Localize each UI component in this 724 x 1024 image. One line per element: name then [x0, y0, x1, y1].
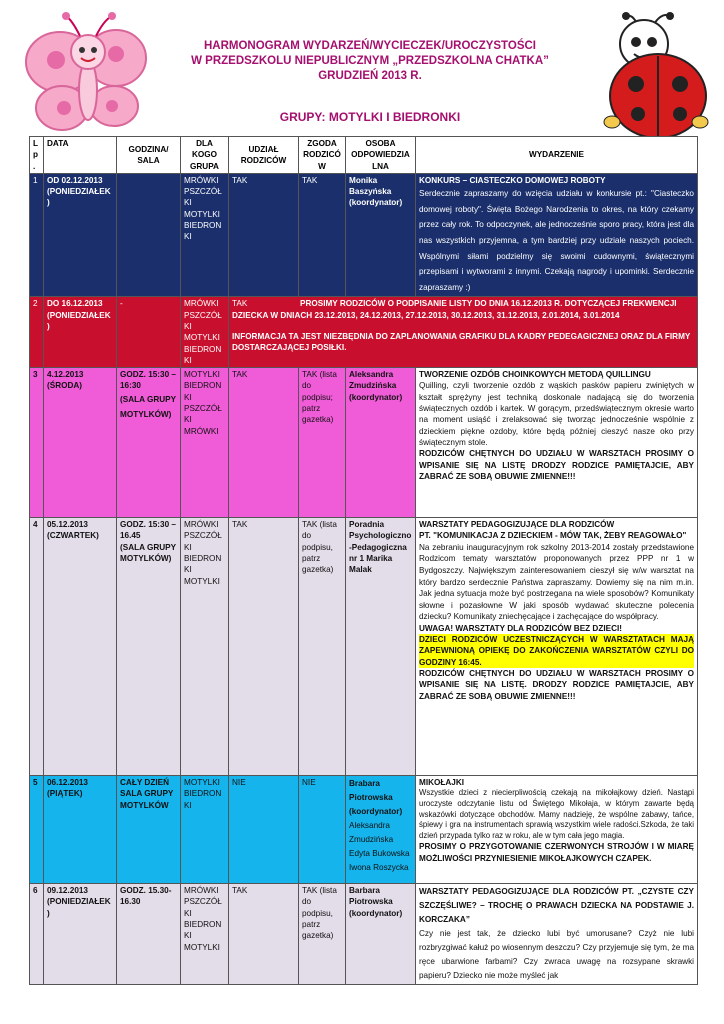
- event-description: Na zebraniu inauguracyjnym rok szkolny 2013-2014 zostały przedstawione Rodzicom tematy warsztatów proponowanych przez PPP nr 1 w Bydgoszczy. Największym zainteresowaniem cieszył się w/w warsztat na który bardzo serdecznie Państwa zapraszamy. Dowiemy się na nim m.in. Jak jedna sytuacja może być postrzegana na wiele sposobów? Komunikaty słowne i pozasłowne W jaki sposób wydawać skuteczne polecenia dziecku? Komunikaty zniechęcające i zachęcające do współpracy.: [419, 542, 694, 622]
- column-header-event: WYDARZENIE: [416, 137, 698, 174]
- event-note: RODZICÓW CHĘTNYCH DO UDZIAŁU W WARSZTACH PROSIMY O WPISANIE SIĘ NA LISTĘ DRODZY RODZICE PAMIĘTAJCIE, ABY ZABRAĆ ZE SOBĄ OBUWIE ZMIENNE!!!: [419, 449, 694, 481]
- groups-heading: GRUPY: MOTYLKI I BIEDRONKI: [279, 110, 461, 124]
- row-groups: MRÓWKI PSZCZÓŁKI BIEDRONKI MOTYLKI: [181, 884, 229, 985]
- column-header-group: DLA KOGO GRUPA: [181, 137, 229, 174]
- row-groups: MRÓWKI PSZCZÓŁKI MOTYLKI BIEDRONKI: [181, 297, 229, 368]
- time-room: (SALA GRUPY MOTYLKÓW): [120, 394, 176, 419]
- row-groups: MOTYLKI BIEDRONKI: [181, 776, 229, 884]
- row-number: 5: [30, 776, 44, 884]
- row-responsible: Monika Baszyńska (koordynator): [346, 173, 416, 296]
- time-value: GODZ. 15:30 – 16:30: [120, 370, 176, 391]
- table-row: [30, 297, 698, 368]
- document-title-line-2: W PRZEDSZKOLU NIEPUBLICZNYM „PRZEDSZKOLNA CHATKA”: [191, 55, 549, 67]
- event-note: RODZICÓW CHĘTNYCH DO UDZIAŁU W WARSZTACH PROSIMY O WPISANIE SIĘ NA LISTĘ. DRODZY RODZICE PAMIĘTAJCIE, ABY ZABRAĆ ZE SOBĄ OBUWIE ZMIENNE!!!: [419, 669, 694, 701]
- event-description: Wszystkie dzieci z niecierpliwością czekają na mikołajkowy dzień. Nastąpi uroczyste odczytanie listu od Świętego Mikołaja, w którym zawarte będą wskazówki dotyczące obchodów. Mamy nadzieję, że wspólne zabawy, tańce, śpiewy i gra na instrumentach sprawią wszystkim wiele radości.Szkoda, że taki dzień przypada tylko raz w roku, ale w tym cała jego magia.: [419, 788, 694, 840]
- event-title: MIKOŁAJKI: [419, 778, 465, 788]
- event-description: Czy nie jest tak, że dziecko lubi być umorusane? Czyż nie lubi rozbryzgiwać kałuż po wiosennym deszczu? Czy przyjemuje się tym, że ma ręce ubarwione farbami? Czy zwraca uwagę na rozsypane skrawki papieru? Dziecko nie może myśleć jak: [419, 929, 694, 981]
- row-time: -: [117, 297, 181, 368]
- row-number: 3: [30, 368, 44, 518]
- event-title: WARSZTATY PEDAGOGIZUJĄCE DLA RODZICÓW PT. „CZYSTE CZY SZCZĘŚLIWE? – TROCHĘ O PRAWACH DZIECKA NA PODSTAWIE J. KORCZAKA”: [419, 887, 694, 925]
- event-highlight: DZIECI RODZICÓW UCZESTNICZĄCYCH W WARSZTATACH MAJĄ ZAPEWNIONĄ OPIEKĘ DO ZAKOŃCZENIA WARSZTATÓW CZYLI DO GODZINY 16:45.: [419, 635, 694, 667]
- event-warning: UWAGA! WARSZTATY DLA RODZICÓW BEZ DZIECI!: [419, 623, 622, 633]
- event-title: TWORZENIE OZDÓB CHOINKOWYCH METODĄ QUILLINGU: [419, 370, 651, 380]
- row-time: GODZ. 15.30- 16.30: [117, 884, 181, 985]
- row-consent: TAK (lista do podpisu; patrz gazetka): [299, 368, 346, 518]
- notice-participation: TAK: [232, 299, 248, 309]
- row-event: [416, 518, 698, 776]
- column-header-date: DATA: [44, 137, 117, 174]
- row-time: CAŁY DZIEŃ SALA GRUPY MOTYLKÓW: [117, 776, 181, 884]
- ladybug-illustration: [592, 12, 714, 142]
- document-title-line-3: GRUDZIEŃ 2013 R.: [318, 70, 422, 82]
- row-participation: TAK: [229, 173, 299, 296]
- row-time: [117, 368, 181, 518]
- row-responsible: Aleksandra Zmudzińska (koordynator): [346, 368, 416, 518]
- row-date: 4.12.2013 (ŚRODA): [44, 368, 117, 518]
- event-title: KONKURS – CIASTECZKO DOMOWEJ ROBOTY: [419, 175, 606, 185]
- row-consent: TAK (lista do podpisu, patrz gazetka): [299, 884, 346, 985]
- row-groups: MRÓWKI PSZCZÓŁKI MOTYLKI BIEDRONKI: [181, 173, 229, 296]
- row-time: [117, 173, 181, 296]
- notice-list-signing: [232, 298, 694, 321]
- row-number: 6: [30, 884, 44, 985]
- table-row: [30, 368, 698, 518]
- row-groups: MOTYLKI BIEDRONKI PSZCZÓŁKI MRÓWKI: [181, 368, 229, 518]
- responsible-others: Aleksandra Zmudzińska Edyta Bukowska Iwona Roszycka: [349, 821, 410, 873]
- event-title: WARSZTATY PEDAGOGIZUJĄCE DLA RODZICÓW: [419, 520, 615, 530]
- column-header-parent-participation: UDZIAŁ RODZICÓW: [229, 137, 299, 174]
- row-date: 09.12.2013 (PONIEDZIAŁEK): [44, 884, 117, 985]
- row-consent: TAK: [299, 173, 346, 296]
- notice-info: INFORMACJA TA JEST NIEZBĘDNIA DO ZAPLANOWANIA GRAFIKU DLA KADRY PEDEGAGICZNEJ ORAZ DLA FIRMY DOSTARCZAJĄCEJ POSIŁKI.: [232, 331, 691, 353]
- row-responsible: [346, 776, 416, 884]
- row-merged-notice: [229, 297, 698, 368]
- event-note: PROSIMY O PRZYGOTOWANIE CZERWONYCH STROJÓW I W MIARĘ MOŻLIWOŚCI PRZYNIESIENIE MIKOŁAJKOWYCH CZAPEK.: [419, 842, 694, 863]
- responsible-coordinator: Brabara Piotrowska (koordynator): [349, 779, 403, 817]
- table-row: [30, 518, 698, 776]
- row-event: [416, 368, 698, 518]
- row-number: 2: [30, 297, 44, 368]
- time-value: GODZ. 15:30 – 16.45: [120, 520, 176, 541]
- row-participation: TAK: [229, 518, 299, 776]
- row-date: OD 02.12.2013 (PONIEDZIAŁEK): [44, 173, 117, 296]
- row-consent: TAK (lista do podpisu, patrz gazetka): [299, 518, 346, 776]
- notice-text: PROSIMY RODZICÓW O PODPISANIE LISTY DO DNIA 16.12.2013 R. DOTYCZĄCEJ FREKWENCJI DZIECKA W DNIACH 23.12.2013, 24.12.2013, 27.12.2013, 30.12.2013, 31.12.2013, 2.01.2014, 3.01.2014: [232, 299, 677, 320]
- table-row: [30, 776, 698, 884]
- row-participation: TAK: [229, 368, 299, 518]
- row-responsible: Poradnia Psychologiczno-Pedagogiczna nr 1 Marika Malak: [346, 518, 416, 776]
- table-header-row: [30, 137, 698, 174]
- row-date: 05.12.2013 (CZWARTEK): [44, 518, 117, 776]
- event-description: Quilling, czyli tworzenie ozdób z wąskich pasków papieru zwiniętych w kształt sprężyny jest techniką doskonale nadającą się do tworzenia świątecznych ozdób i kartek. W gorącym, przedświątecznym okresie warto na moment usiąść i zrelaksować się tworząc jednocześnie wspólnie z dzieckiem piękne ozdoby, które będą później cieszyć nasze oko przy świątecznym stole.: [419, 381, 694, 447]
- row-date: 06.12.2013 (PIĄTEK): [44, 776, 117, 884]
- row-event: [416, 776, 698, 884]
- row-participation: TAK: [229, 884, 299, 985]
- table-row: [30, 173, 698, 296]
- event-description: Serdecznie zapraszamy do wzięcia udziału w konkursie pt.: "Ciasteczko domowej roboty". Święta Bożego Narodzenia to okres, na który czekamy przez cały rok. To odpoczynek, ale jednocześnie sporo pracy, która jest dla nas wszystkich przyjemna, a tym bardziej przy udziale naszych pociech. Wspólnymi siłami podzielmy się swoimi cudownymi, świątecznymi przepisami i wytworami z innymi. Czekają nagrody i upominki. Serdecznie zapraszamy :): [419, 189, 694, 292]
- row-time: [117, 518, 181, 776]
- column-header-responsible: OSOBA ODPOWIEDZIALNA: [346, 137, 416, 174]
- table-row: [30, 884, 698, 985]
- row-responsible: Barbara Piotrowska (koordynator): [346, 884, 416, 985]
- event-subtitle: PT. "KOMUNIKACJA Z DZIECKIEM - MÓW TAK, ŻEBY REAGOWAŁO": [419, 531, 687, 541]
- row-number: 1: [30, 173, 44, 296]
- time-room: (SALA GRUPY MOTYLKÓW): [120, 542, 176, 564]
- row-groups: MRÓWKI PSZCZÓŁKI BIEDRONKI MOTYLKI: [181, 518, 229, 776]
- schedule-table: [29, 136, 698, 985]
- butterfly-illustration: [18, 10, 158, 145]
- row-event: [416, 884, 698, 985]
- row-date: DO 16.12.2013 (PONIEDZIAŁEK): [44, 297, 117, 368]
- column-header-parent-consent: ZGODA RODZICÓW: [299, 137, 346, 174]
- row-consent: NIE: [299, 776, 346, 884]
- row-event: [416, 173, 698, 296]
- column-header-lp: Lp.: [30, 137, 44, 174]
- column-header-time: GODZINA/ SALA: [117, 137, 181, 174]
- document-title-line-1: HARMONOGRAM WYDARZEŃ/WYCIECZEK/UROCZYSTOŚCI: [203, 40, 536, 52]
- row-participation: NIE: [229, 776, 299, 884]
- row-number: 4: [30, 518, 44, 776]
